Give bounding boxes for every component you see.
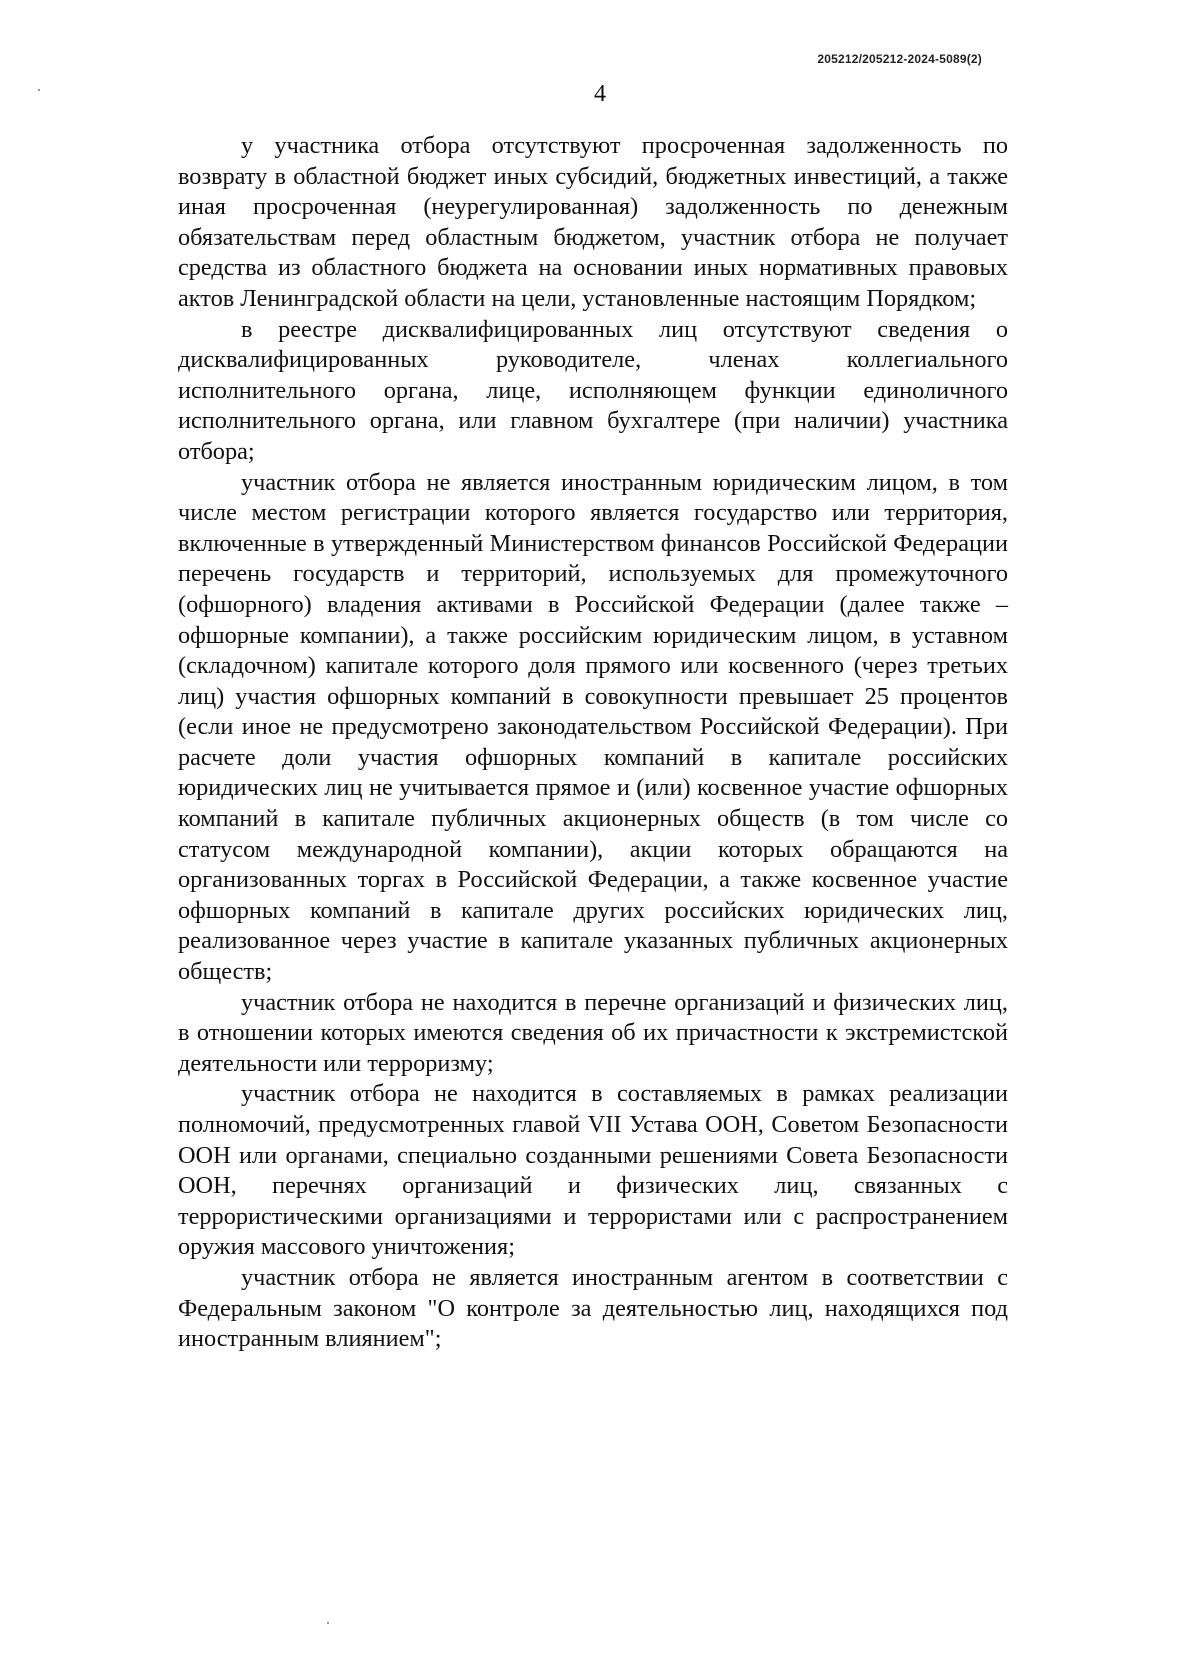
paragraph-extremism-list: участник отбора не находится в перечне организаций и физических лиц, в отношении которых имеются сведения об их причастности к экстремистской деятельности или терроризму;	[178, 988, 1008, 1077]
paragraph-un-sanctions-list: участник отбора не находится в составляемых в рамках реализации полномочий, предусмотренных главой VII Устава ООН, Советом Безопасности ООН или органами, специально созданными решениями Совета Безопасности ООН, перечнях организаций и физических лиц, связанных с террористическими организациями и террористами или с распространением оружия массового уничтожения;	[178, 1080, 1008, 1261]
scan-speck	[38, 89, 40, 91]
paragraph-offshore-companies: участник отбора не является иностранным юридическим лицом, в том числе местом регистрации которого является государство или территория, включенные в утвержденный Министерством финансов Российской Федерации перечень государств и территорий, используемых для промежуточного (офшорного) владения активами в Российской Федерации (далее также – офшорные компании), а также российским юридическим лицом, в уставном (складочном) капитале которого доля прямого или косвенного (через третьих лиц) участия офшорных компаний в совокупности превышает 25 процентов (если иное не предусмотрено законодательством Российской Федерации). При расчете доли участия офшорных компаний в капитале российских юридических лиц не учитывается прямое и (или) косвенное участие офшорных компаний в капитале публичных акционерных обществ (в том числе со статусом международной компании), акции которых обращаются на организованных торгах в Российской Федерации, а также косвенное участие офшорных компаний в капитале других российских юридических лиц, реализованное через участие в капитале указанных публичных акционерных обществ;	[178, 468, 1008, 986]
document-body	[178, 131, 1008, 1355]
page-number: 4	[594, 81, 606, 107]
paragraph-no-overdue-debt: у участника отбора отсутствуют просроченная задолженность по возврату в областной бюджет иных субсидий, бюджетных инвестиций, а также иная просроченная (неурегулированная) задолженность по денежным обязательствам перед областным бюджетом, участник отбора не получает средства из областного бюджета на основании иных нормативных правовых актов Ленинградской области на цели, установленные настоящим Порядком;	[178, 132, 1008, 312]
document-id: 205212/205212-2024-5089(2)	[817, 52, 982, 66]
paragraph-disqualified-registry: в реестре дисквалифицированных лиц отсутствуют сведения о дисквалифицированных руководителе, членах коллегиального исполнительного органа, лице, исполняющем функции единоличного исполнительного органа, или главном бухгалтере (при наличии) участника отбора;	[178, 315, 1008, 465]
paragraph-foreign-agent: участник отбора не является иностранным агентом в соответствии с Федеральным законом "О контроле за деятельностью лиц, находящихся под иностранным влиянием";	[178, 1263, 1008, 1353]
scan-speck	[327, 1622, 329, 1624]
